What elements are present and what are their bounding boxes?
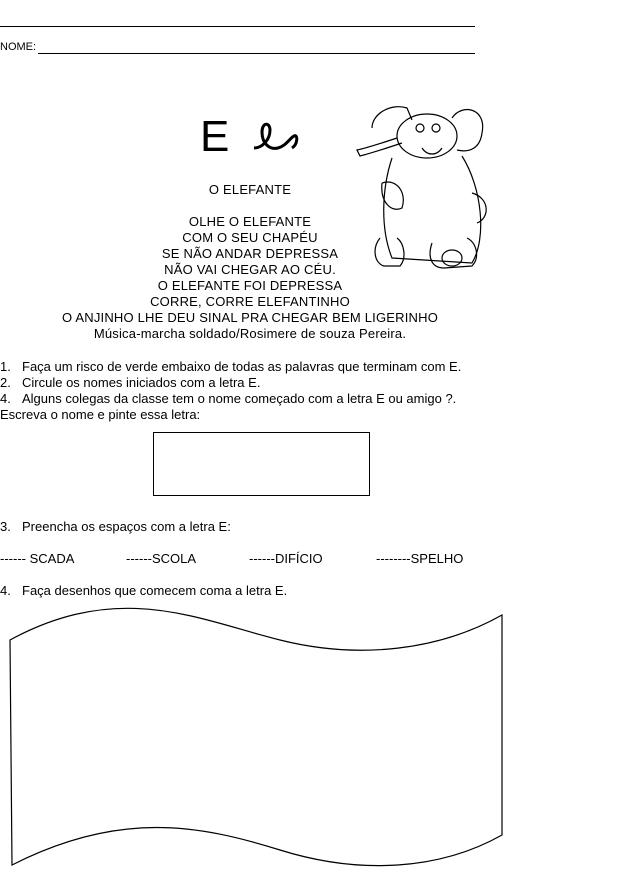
print-letter-e: E [200, 112, 230, 161]
poem-line: O ANJINHO LHE DEU SINAL PRA CHEGAR BEM LIGERINHO [61, 310, 439, 325]
question-4a [0, 391, 456, 406]
question-text: Circule os nomes iniciados com a letra E. [22, 375, 261, 390]
poem-credit: Música-marcha soldado/Rosimere de souza Pereira. [93, 326, 407, 341]
poem-title: O ELEFANTE [208, 182, 292, 197]
fill-word: --------SPELHO [376, 551, 464, 566]
poem-line: OLHE O ELEFANTE [188, 214, 312, 229]
question-text: Preencha os espaços com a letra E: [22, 519, 231, 534]
cursive-letter-e [252, 118, 302, 158]
poem-line: NÃO VAI CHEGAR AO CÉU. [164, 262, 336, 277]
answer-box[interactable] [153, 432, 370, 496]
question-number: 3. [0, 519, 11, 534]
fill-word: ------DIFÍCIO [249, 551, 323, 566]
poem-line: O ELEFANTE FOI DEPRESSA [157, 278, 343, 293]
question-drawing [0, 583, 287, 598]
fill-word: ------SCOLA [126, 551, 197, 566]
name-field-line[interactable] [38, 53, 475, 54]
question-text: Faça desenhos que comecem coma a letra E. [22, 583, 288, 598]
question-4a-continued: Escreva o nome e pinte essa letra: [0, 407, 201, 422]
question-3 [0, 519, 231, 534]
poem-line: CORRE, CORRE ELEFANTINHO [150, 294, 350, 309]
fill-word: ------ SCADA [0, 551, 75, 566]
drawing-banner-area[interactable] [0, 600, 520, 880]
question-2 [0, 375, 260, 390]
question-number: 4. [0, 391, 11, 406]
poem-line: SE NÃO ANDAR DEPRESSA [161, 246, 339, 261]
name-label: NOME: [0, 41, 37, 53]
top-rule [0, 26, 475, 27]
question-number: 2. [0, 375, 11, 390]
poem-line: COM O SEU CHAPÉU [182, 230, 318, 245]
question-text: Alguns colegas da classe tem o nome começado com a letra E ou amigo ?. [22, 391, 457, 406]
question-text: Faça um risco de verde embaixo de todas as palavras que terminam com E. [22, 359, 462, 374]
question-1 [0, 359, 461, 374]
question-number: 1. [0, 359, 11, 374]
question-number: 4. [0, 583, 11, 598]
